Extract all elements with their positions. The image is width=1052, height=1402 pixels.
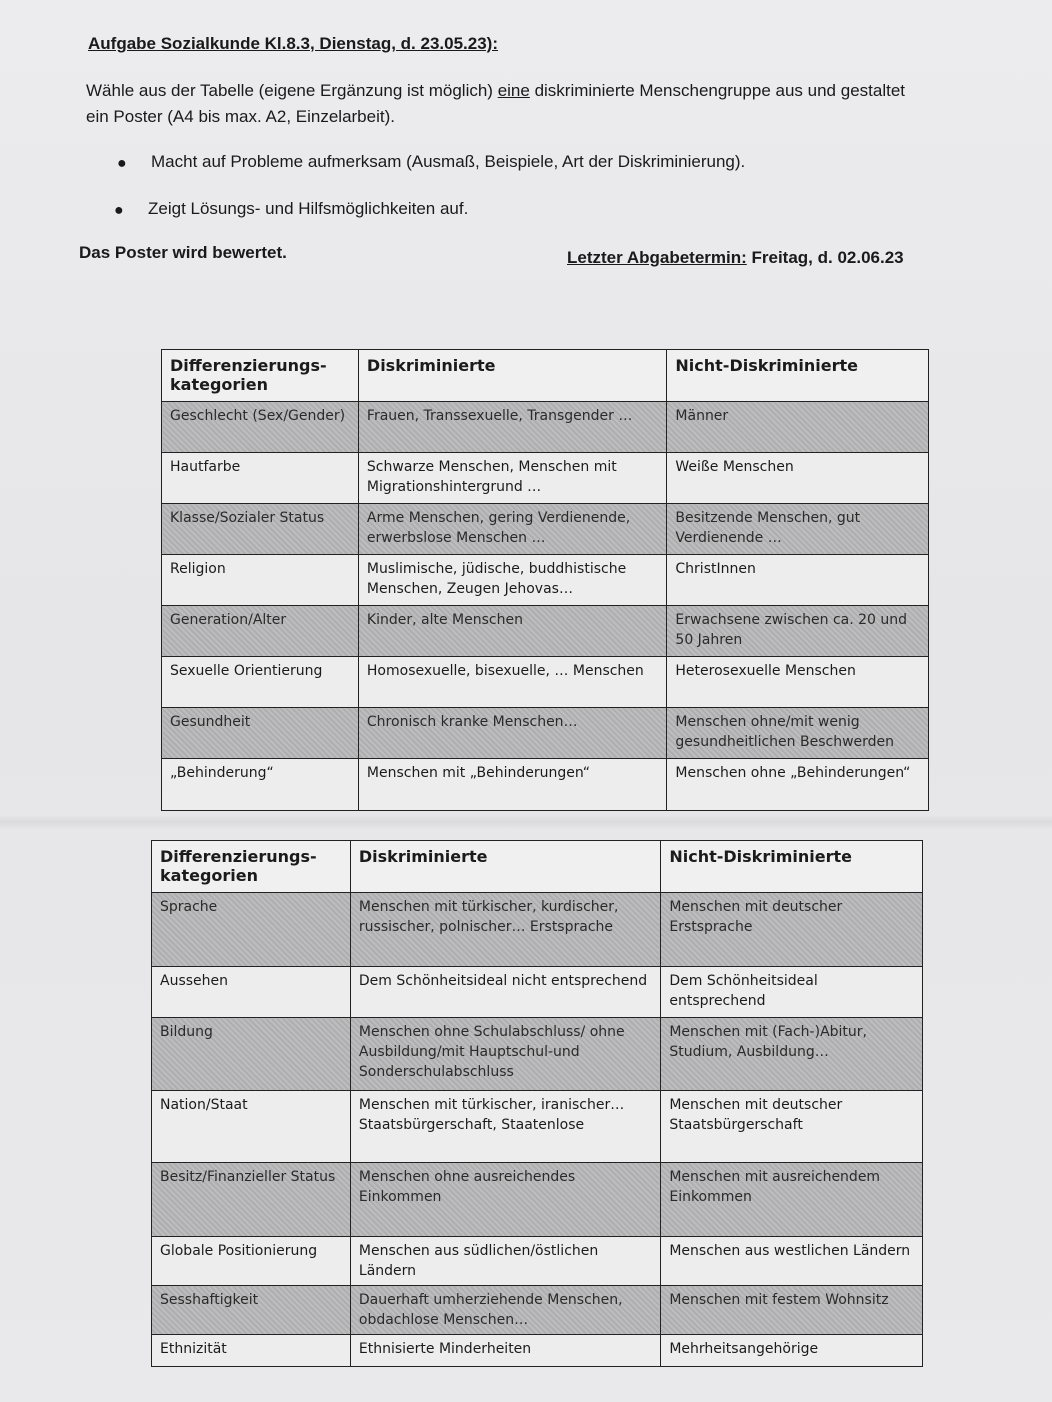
discrimination-table-1 bbox=[161, 349, 929, 811]
discriminated-cell: Ethnisierte Minderheiten bbox=[350, 1335, 660, 1367]
category-cell: Globale Positionierung bbox=[152, 1237, 351, 1286]
table-row bbox=[152, 1163, 923, 1237]
deadline-label: Letzter Abgabetermin: bbox=[567, 248, 747, 267]
deadline bbox=[567, 248, 904, 268]
category-cell: Generation/Alter bbox=[162, 606, 359, 657]
non-discriminated-cell: Erwachsene zwischen ca. 20 und 50 Jahren bbox=[667, 606, 929, 657]
table-row bbox=[152, 1237, 923, 1286]
table-row bbox=[152, 893, 923, 967]
discrimination-table-2 bbox=[151, 840, 923, 1367]
category-cell: Besitz/Finanzieller Status bbox=[152, 1163, 351, 1237]
assignment-title: Aufgabe Sozialkunde Kl.8.3, Dienstag, d. 23.05.23): bbox=[88, 34, 499, 53]
column-header-non-discriminated: Nicht-Diskriminierte bbox=[667, 350, 929, 402]
category-cell: Religion bbox=[162, 555, 359, 606]
table-row bbox=[152, 1091, 923, 1163]
table-row bbox=[162, 708, 929, 759]
column-header-discriminated: Diskriminierte bbox=[358, 350, 667, 402]
table-header-row bbox=[152, 841, 923, 893]
non-discriminated-cell: Menschen mit deutscher Staatsbürgerschaft bbox=[661, 1091, 923, 1163]
discriminated-cell: Homosexuelle, bisexuelle, … Menschen bbox=[358, 657, 667, 708]
discriminated-cell: Schwarze Menschen, Menschen mit Migrationshintergrund … bbox=[358, 453, 667, 504]
category-cell: Nation/Staat bbox=[152, 1091, 351, 1163]
category-cell: Ethnizität bbox=[152, 1335, 351, 1367]
discriminated-cell: Menschen ohne Schulabschluss/ ohne Ausbildung/mit Hauptschul-und Sonderschulabschluss bbox=[350, 1018, 660, 1091]
assignment-intro bbox=[86, 78, 926, 130]
table-row bbox=[162, 759, 929, 811]
non-discriminated-cell: Heterosexuelle Menschen bbox=[667, 657, 929, 708]
table-row bbox=[152, 1286, 923, 1335]
discriminated-cell: Frauen, Transsexuelle, Transgender … bbox=[358, 402, 667, 453]
table-row bbox=[162, 555, 929, 606]
bullet-dot-icon: ● bbox=[114, 202, 124, 219]
category-cell: Sprache bbox=[152, 893, 351, 967]
table-row bbox=[162, 504, 929, 555]
category-cell: Gesundheit bbox=[162, 708, 359, 759]
column-header-discriminated: Diskriminierte bbox=[350, 841, 660, 893]
category-cell: Sexuelle Orientierung bbox=[162, 657, 359, 708]
discriminated-cell: Chronisch kranke Menschen… bbox=[358, 708, 667, 759]
non-discriminated-cell: Menschen ohne „Behinderungen“ bbox=[667, 759, 929, 811]
intro-text-end: diskriminierte Menschengruppe aus und gestaltet ein Poster (A4 bis max. A2, Einzelarbeit). bbox=[86, 81, 905, 126]
category-cell: Bildung bbox=[152, 1018, 351, 1091]
table-row bbox=[152, 1018, 923, 1091]
intro-text-start: Wähle aus der Tabelle (eigene Ergänzung ist möglich) bbox=[86, 81, 498, 100]
non-discriminated-cell: Mehrheitsangehörige bbox=[661, 1335, 923, 1367]
discriminated-cell: Menschen aus südlichen/östlichen Ländern bbox=[350, 1237, 660, 1286]
table-row bbox=[162, 402, 929, 453]
bullet-text: Macht auf Probleme aufmerksam (Ausmaß, Beispiele, Art der Diskriminierung). bbox=[151, 152, 746, 171]
discriminated-cell: Dem Schönheitsideal nicht entsprechend bbox=[350, 967, 660, 1018]
column-header-non-discriminated: Nicht-Diskriminierte bbox=[661, 841, 923, 893]
non-discriminated-cell: Besitzende Menschen, gut Verdienende … bbox=[667, 504, 929, 555]
discriminated-cell: Muslimische, jüdische, buddhistische Menschen, Zeugen Jehovas… bbox=[358, 555, 667, 606]
non-discriminated-cell: Menschen aus westlichen Ländern bbox=[661, 1237, 923, 1286]
bullet-dot-icon: ● bbox=[117, 155, 127, 172]
table-row bbox=[152, 967, 923, 1018]
table-header-row bbox=[162, 350, 929, 402]
non-discriminated-cell: Menschen ohne/mit wenig gesundheitlichen Beschwerden bbox=[667, 708, 929, 759]
discriminated-cell: Kinder, alte Menschen bbox=[358, 606, 667, 657]
column-header-category: Differenzierungs- kategorien bbox=[152, 841, 351, 893]
category-cell: Hautfarbe bbox=[162, 453, 359, 504]
non-discriminated-cell: Menschen mit deutscher Erstsprache bbox=[661, 893, 923, 967]
table-row bbox=[152, 1335, 923, 1367]
discriminated-cell: Menschen mit türkischer, iranischer… Staatsbürgerschaft, Staatenlose bbox=[350, 1091, 660, 1163]
discriminated-cell: Menschen mit „Behinderungen“ bbox=[358, 759, 667, 811]
category-cell: Klasse/Sozialer Status bbox=[162, 504, 359, 555]
category-cell: Aussehen bbox=[152, 967, 351, 1018]
table-row bbox=[162, 606, 929, 657]
category-cell: „Behinderung“ bbox=[162, 759, 359, 811]
intro-emphasis: eine bbox=[497, 81, 530, 100]
table-row bbox=[162, 657, 929, 708]
discriminated-cell: Menschen mit türkischer, kurdischer, russischer, polnischer… Erstsprache bbox=[350, 893, 660, 967]
bullet-text: Zeigt Lösungs- und Hilfsmöglichkeiten auf. bbox=[148, 199, 469, 218]
non-discriminated-cell: Weiße Menschen bbox=[667, 453, 929, 504]
category-cell: Sesshaftigkeit bbox=[152, 1286, 351, 1335]
task-bullet bbox=[117, 152, 746, 172]
non-discriminated-cell: Dem Schönheitsideal entsprechend bbox=[661, 967, 923, 1018]
non-discriminated-cell: Menschen mit festem Wohnsitz bbox=[661, 1286, 923, 1335]
paper-fold bbox=[0, 815, 1052, 829]
non-discriminated-cell: Männer bbox=[667, 402, 929, 453]
table-row bbox=[162, 453, 929, 504]
category-cell: Geschlecht (Sex/Gender) bbox=[162, 402, 359, 453]
non-discriminated-cell: Menschen mit (Fach-)Abitur, Studium, Ausbildung… bbox=[661, 1018, 923, 1091]
grading-note: Das Poster wird bewertet. bbox=[79, 243, 287, 262]
deadline-value: Freitag, d. 02.06.23 bbox=[746, 248, 904, 267]
column-header-category: Differenzierungs- kategorien bbox=[162, 350, 359, 402]
task-bullet bbox=[114, 199, 469, 219]
discriminated-cell: Menschen ohne ausreichendes Einkommen bbox=[350, 1163, 660, 1237]
non-discriminated-cell: ChristInnen bbox=[667, 555, 929, 606]
discriminated-cell: Arme Menschen, gering Verdienende, erwerbslose Menschen … bbox=[358, 504, 667, 555]
non-discriminated-cell: Menschen mit ausreichendem Einkommen bbox=[661, 1163, 923, 1237]
discriminated-cell: Dauerhaft umherziehende Menschen, obdachlose Menschen… bbox=[350, 1286, 660, 1335]
